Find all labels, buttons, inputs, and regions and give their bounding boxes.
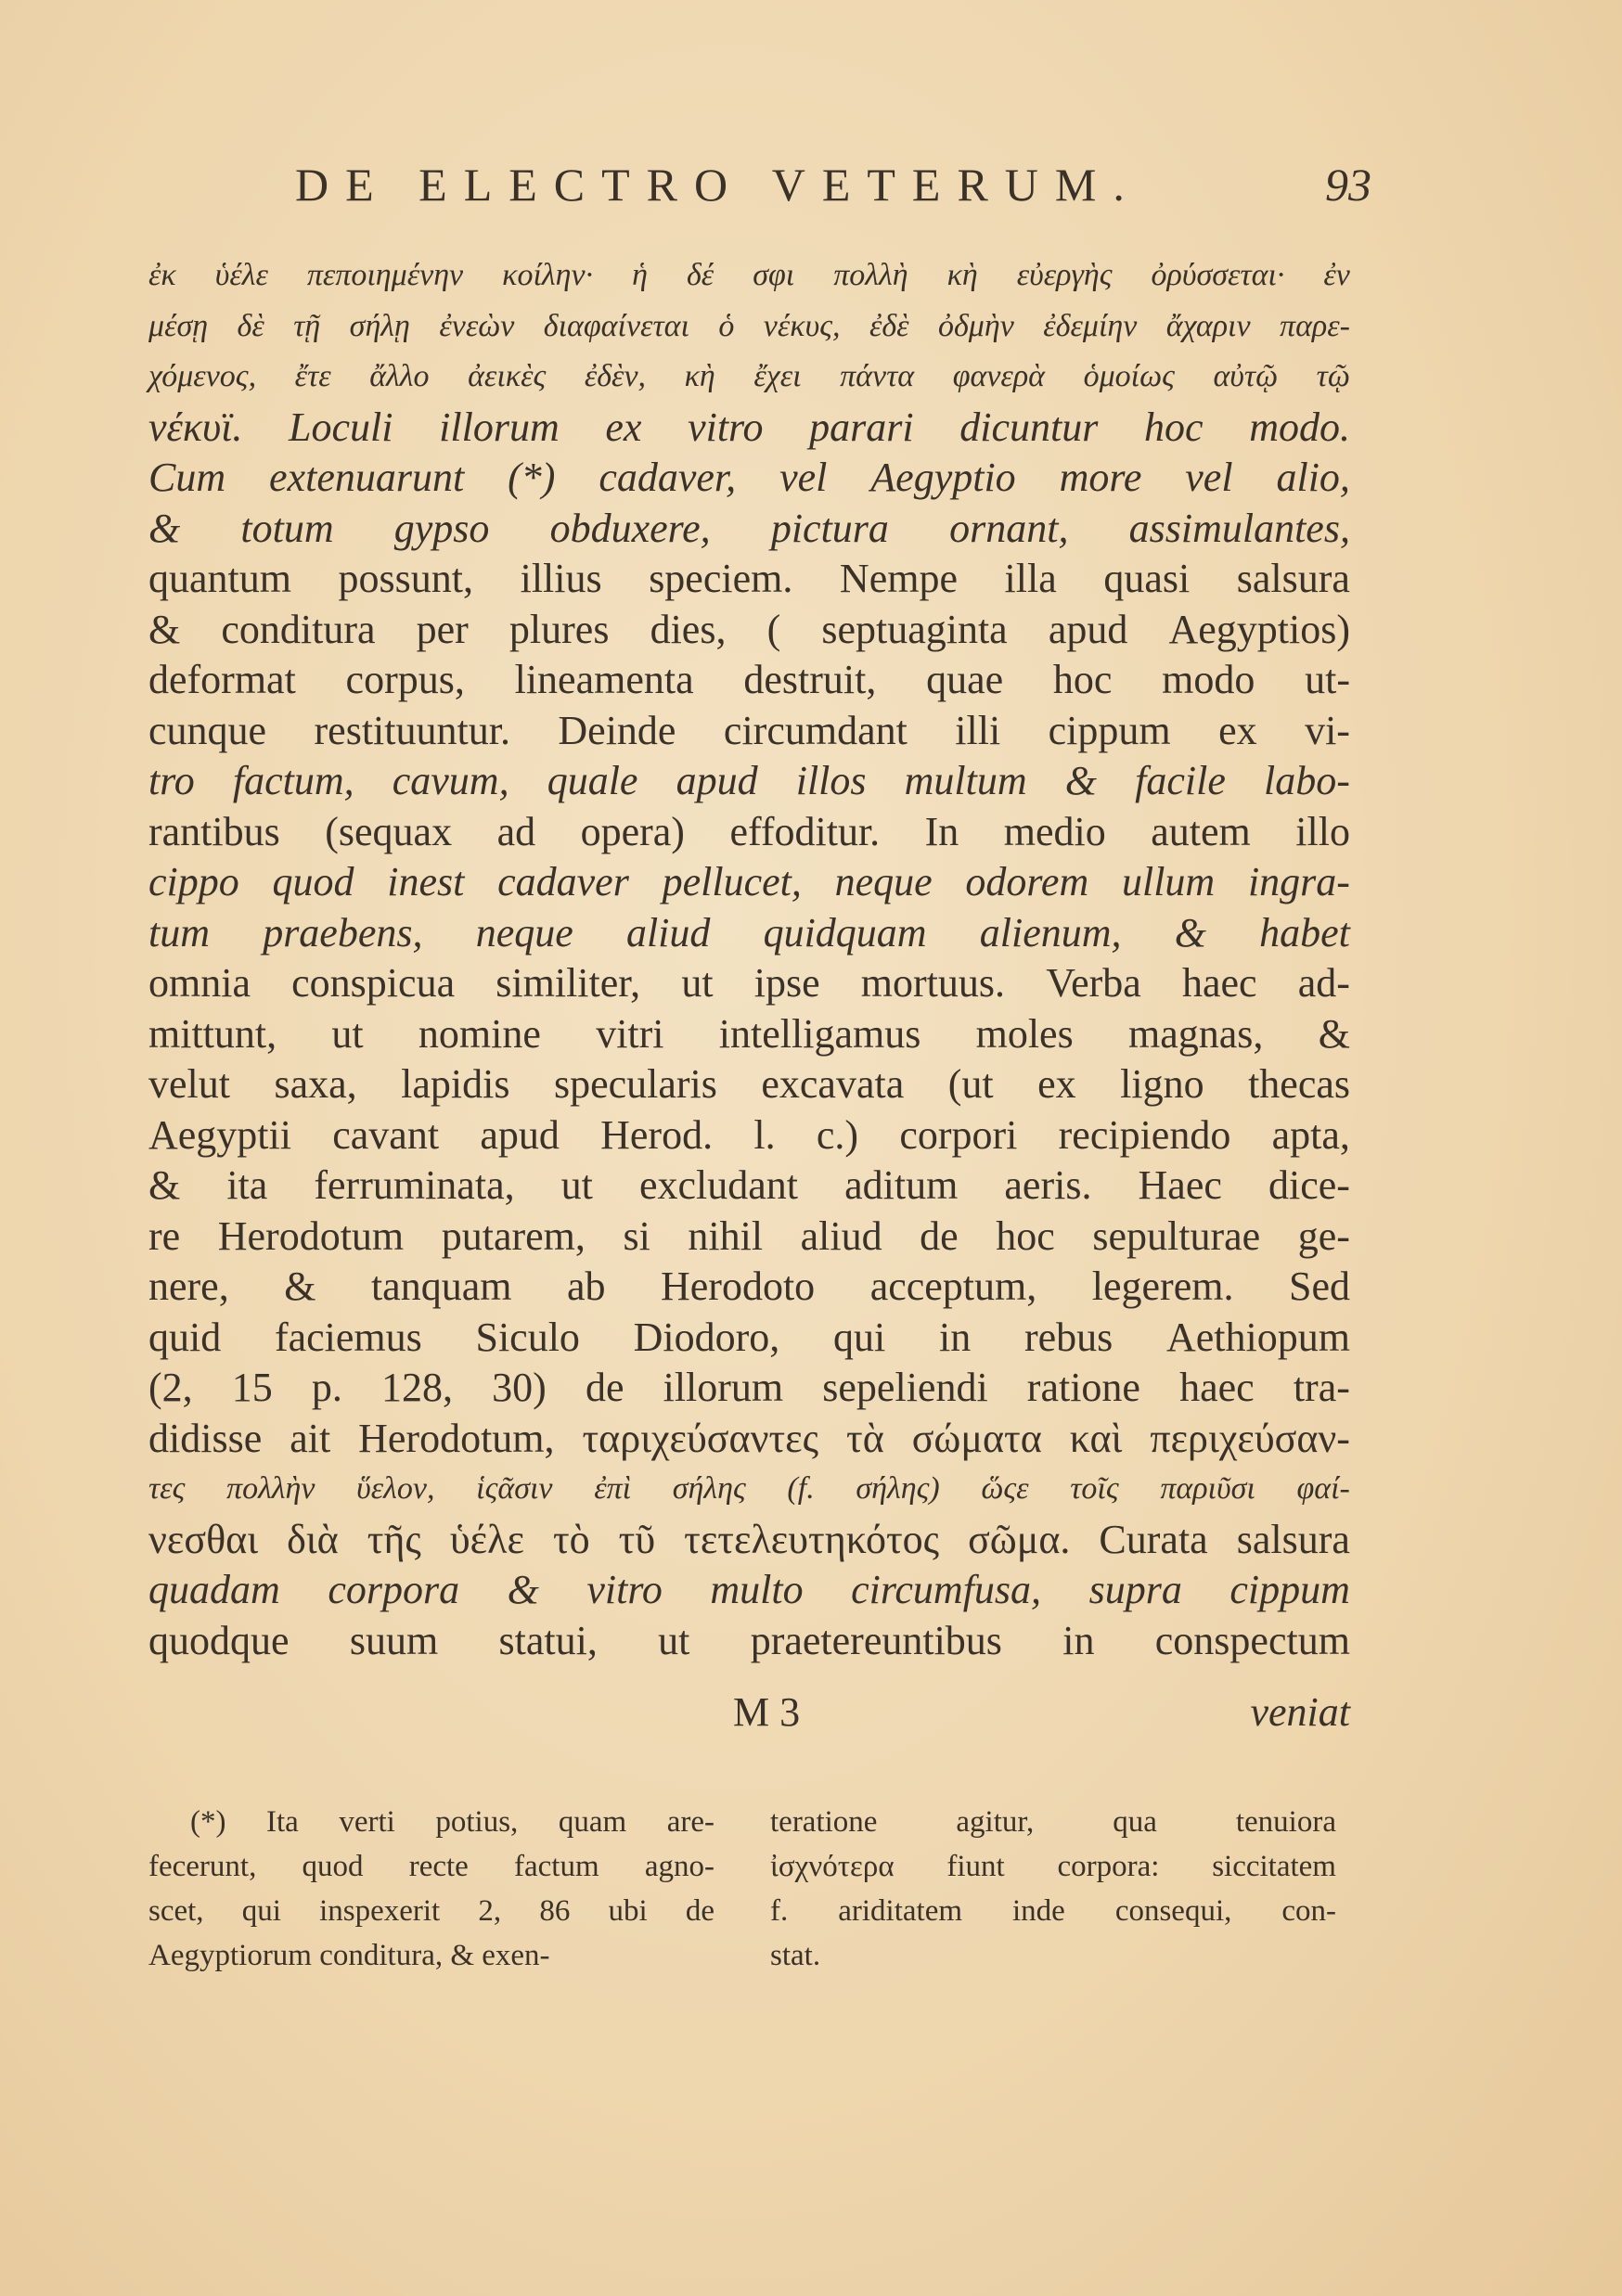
text-line: nere, & tanquam ab Herodoto acceptum, legerem. Sed <box>148 1263 1350 1309</box>
text-line: & conditura per plures dies, ( septuaginta apud Aegyptios) <box>148 606 1350 652</box>
text-line: quantum possunt, illius speciem. Nempe illa quasi salsura <box>148 556 1350 601</box>
text-line: quid faciemus Siculo Diodoro, qui in rebus Aethiopum <box>148 1314 1350 1360</box>
footnote-line: (*) Ita verti potius, quam are- <box>190 1805 714 1839</box>
text-line: ἐκ ὑέλε πεποιημένην κοίλην· ἡ δέ σφι πολλὴ κὴ εὐεργὴς ὀρύσσεται· ἐν <box>148 258 1350 292</box>
text-line: rantibus (sequax ad opera) effoditur. In medio autem illo <box>148 808 1350 854</box>
footnote-line: f. ariditatem inde consequi, con- <box>770 1894 1336 1928</box>
footnote-column-left <box>148 1800 714 1978</box>
text-line: tro factum, cavum, quale apud illos multum & facile labo- <box>148 758 1350 803</box>
text-line: omnia conspicua similiter, ut ipse mortuus. Verba haec ad- <box>148 960 1350 1006</box>
text-line: quodque suum statui, ut praetereuntibus in conspectum <box>148 1617 1350 1663</box>
text-line: cippo quod inest cadaver pellucet, neque odorem ullum ingra- <box>148 859 1350 904</box>
text-line: νεσθαι διὰ τῆς ὑέλε τὸ τῦ τετελευτηκότος σῶμα. Curata salsura <box>148 1516 1350 1562</box>
footnote-line: fecerunt, quod recte factum agno- <box>148 1850 714 1883</box>
text-line: χόμενος, ἔτε ἄλλο ἀεικὲς ἐδὲν, κὴ ἔχει πάντα φανερὰ ὁμοίως αὐτῷ τῷ <box>148 359 1350 393</box>
footnote-column-right <box>770 1800 1336 1978</box>
footnote-line: ἰσχνότερα fiunt corpora: siccitatem <box>770 1850 1336 1883</box>
text-line: τες πολλὴν ὕελον, ἱςᾶσιν ἐπὶ σήλης (f. σήλης) ὥςε τοῖς παριῦσι φαί- <box>148 1471 1350 1506</box>
catchline <box>148 1688 1350 1740</box>
text-line: velut saxa, lapidis specularis excavata (ut ex ligno thecas <box>148 1061 1350 1107</box>
text-line: Cum extenuarunt (*) cadaver, vel Aegyptio more vel alio, <box>148 455 1350 500</box>
text-line: deformat corpus, lineamenta destruit, quae hoc modo ut- <box>148 657 1350 702</box>
page-number: 93 <box>1325 159 1371 211</box>
footnote-line: Aegyptiorum conditura, & exen- <box>148 1939 550 1972</box>
text-line: μέσῃ δὲ τῇ σήλῃ ἐνεὼν διαφαίνεται ὁ νέκυς, ἐδὲ ὀδμὴν ἐδεμίην ἄχαριν παρε- <box>148 308 1350 343</box>
signature-mark: M 3 <box>733 1689 801 1735</box>
text-line: quadam corpora & vitro multo circumfusa, supra cippum <box>148 1567 1350 1612</box>
text-line: cunque restituuntur. Deinde circumdant illi cippum ex vi- <box>148 707 1350 753</box>
text-line: Aegyptii cavant apud Herod. l. c.) corpori recipiendo apta, <box>148 1111 1350 1158</box>
main-text-block <box>148 250 1350 1666</box>
text-line: didisse ait Herodotum, ταριχεύσαντες τὰ σώματα καὶ περιχεύσαν- <box>148 1415 1350 1461</box>
text-line: tum praebens, neque aliud quidquam alienum, & habet <box>148 909 1350 956</box>
page-header <box>295 158 1371 223</box>
text-line: & ita ferruminata, ut excludant aditum aeris. Haec dice- <box>148 1162 1350 1208</box>
catchword: veniat <box>1250 1689 1350 1735</box>
text-line: (2, 15 p. 128, 30) de illorum sepeliendi ratione haec tra- <box>148 1365 1350 1410</box>
text-line: mittunt, ut nomine vitri intelligamus moles magnas, & <box>148 1010 1350 1057</box>
footnote-line: teratione agitur, qua tenuiora <box>770 1805 1336 1839</box>
text-line: & totum gypso obduxere, pictura ornant, assimulantes, <box>148 505 1350 551</box>
text-line: re Herodotum putarem, si nihil aliud de hoc sepulturae ge- <box>148 1212 1350 1259</box>
footnote-line: scet, qui inspexerit 2, 86 ubi de <box>148 1894 714 1928</box>
running-head: DE ELECTRO VETERUM. <box>295 159 1141 211</box>
footnote-line: stat. <box>770 1939 821 1972</box>
text-line: νέκυϊ. Loculi illorum ex vitro parari dicuntur hoc modo. <box>148 404 1350 450</box>
